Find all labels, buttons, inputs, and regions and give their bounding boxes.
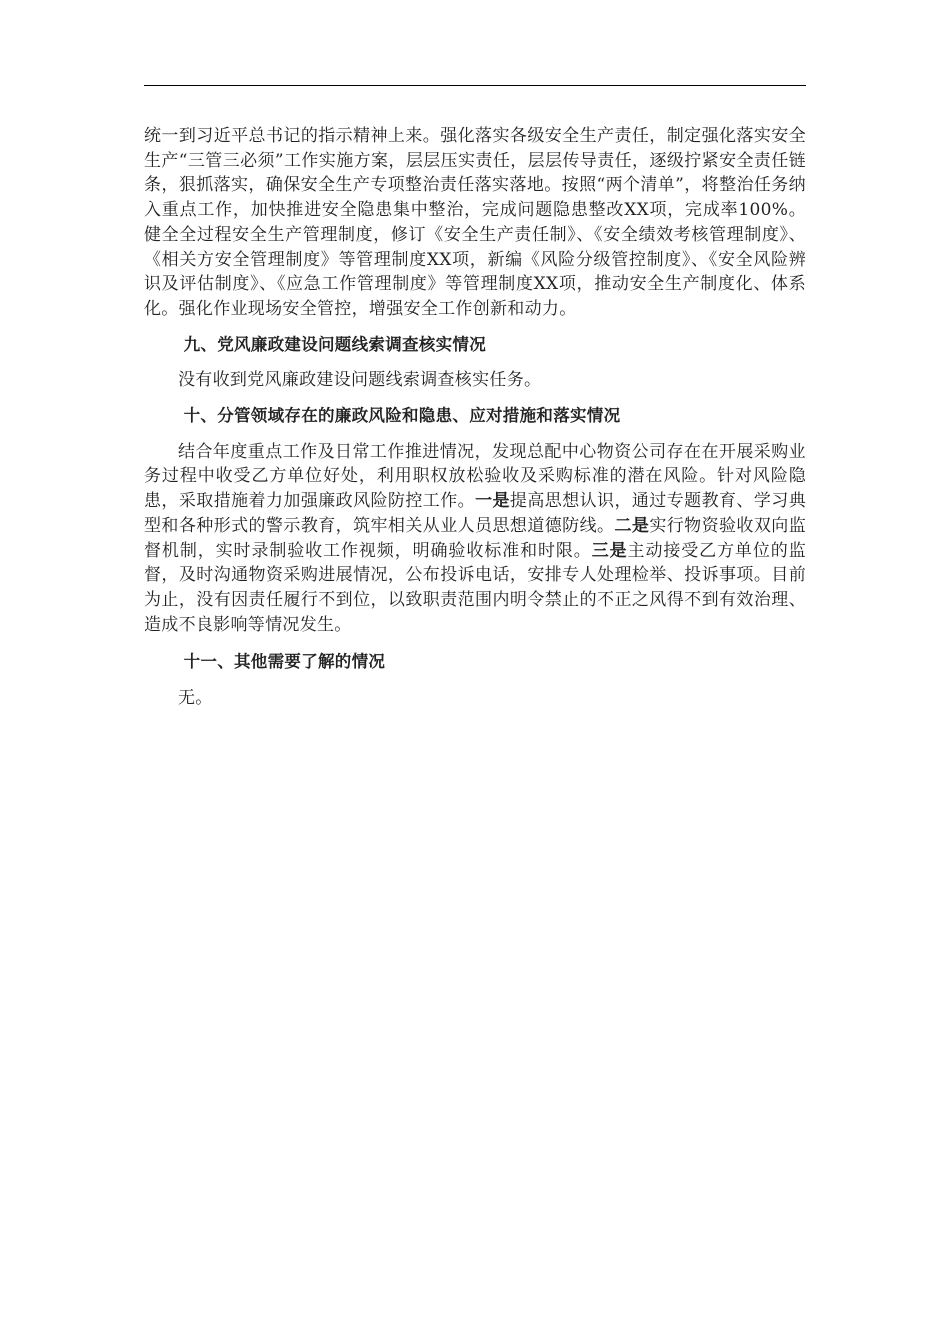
section-9-heading: 九、党风廉政建设问题线索调查核实情况 xyxy=(183,334,486,354)
section-10-heading: 十、分管领域存在的廉政风险和隐患、应对措施和落实情况 xyxy=(183,406,621,426)
item-2-text: 实行物资验收双向监督机制，实时录制验收工作视频，明确验收标准和时限。 xyxy=(144,515,807,561)
item-1-label: 一是 xyxy=(475,491,510,512)
section-11-heading: 十一、其他需要了解的情况 xyxy=(183,652,386,672)
section-11-body: 无。 xyxy=(178,688,213,709)
item-1-text: 提高思想认识，通过专题教育、学习典型和各种形式的警示教育，筑牢相关从业人员思想道德防线。 xyxy=(144,491,807,536)
item-3-text: 主动接受乙方单位的监督，及时沟通物资采购进展情况，公布投诉电话，安排专人处理检举、投诉事项。目前为止，没有因责任履行不到位，以致职责范围内明令禁止的不正之风得不到有效治理、造成不良影响等情况发生。 xyxy=(144,540,807,635)
section-10-body-start: 结合年度重点工作及日常工作推进情况，发现总配中心物资公司存在在开展采购业务过程中收受乙方单位好处，利用职权放松验收及采购标准的潜在风险。针对风险隐患，采取措施着力加强廉政风险防控工作。 xyxy=(144,441,806,512)
document-body xyxy=(144,124,806,711)
item-3-label: 三是 xyxy=(591,540,628,561)
item-2-label: 二是 xyxy=(614,515,650,536)
section-10-body xyxy=(144,440,806,638)
intro-paragraph: 统一到习近平总书记的指示精神上来。强化落实各级安全生产责任，制定强化落实安全生产“三管三必须”工作实施方案，层层压实责任，层层传导责任，逐级拧紧安全责任链条，狠抓落实，确保安全生产专项整治责任落实落地。按照“两个清单”，将整治任务纳入重点工作，加快推进安全隐患集中整治，完成问题隐患整改XX项，完成率100%。健全全过程安全生产管理制度，修订《安全生产责任制》、《安全绩效考核管理制度》、《相关方安全管理制度》等管理制度XX项，新编《风险分级管控制度》、《安全风险辨识及评估制度》、《应急工作管理制度》等管理制度XX项，推动安全生产制度化、体系化。强化作业现场安全管控，增强安全工作创新和动力。 xyxy=(144,126,806,319)
section-9-body: 没有收到党风廉政建设问题线索调查核实任务。 xyxy=(178,370,542,391)
header-rule xyxy=(144,85,806,86)
